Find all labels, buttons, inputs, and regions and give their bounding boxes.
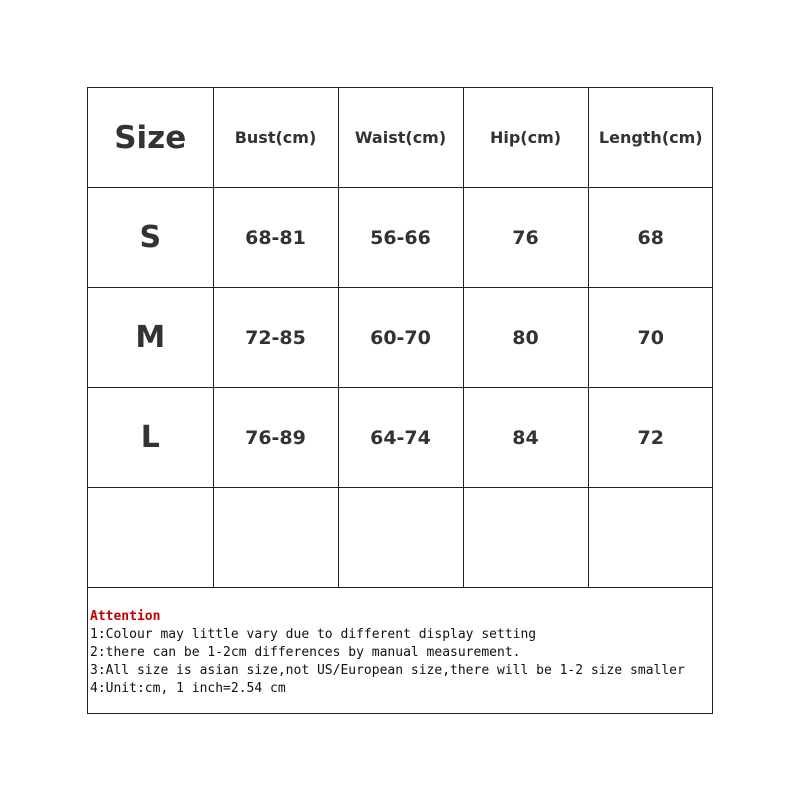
header-row — [88, 88, 713, 188]
bust-value: 68-81 — [213, 188, 338, 288]
note-line-1: 1:Colour may little vary due to different display setting — [90, 627, 537, 642]
length-value: 70 — [588, 288, 713, 388]
length-value: 68 — [588, 188, 713, 288]
size-label: M — [88, 288, 213, 388]
bust-value: 76-89 — [213, 388, 338, 488]
size-label: S — [88, 188, 213, 288]
empty-cell — [588, 488, 713, 588]
hip-value: 84 — [463, 388, 588, 488]
waist-value: 60-70 — [338, 288, 463, 388]
attention-heading: Attention — [90, 609, 161, 624]
table-row — [88, 288, 713, 388]
bust-value: 72-85 — [213, 288, 338, 388]
size-table — [88, 88, 713, 588]
empty-cell — [338, 488, 463, 588]
empty-row — [88, 488, 713, 588]
hip-value: 80 — [463, 288, 588, 388]
table-row — [88, 388, 713, 488]
waist-value: 56-66 — [338, 188, 463, 288]
note-line-3: 3:All size is asian size,not US/European size,there will be 1-2 size smaller — [90, 663, 685, 678]
column-header-bust: Bust(cm) — [213, 88, 338, 188]
size-heading: Size — [88, 88, 213, 188]
empty-cell — [88, 488, 213, 588]
waist-value: 64-74 — [338, 388, 463, 488]
column-header-length: Length(cm) — [588, 88, 713, 188]
empty-cell — [463, 488, 588, 588]
note-line-4: 4:Unit:cm, 1 inch=2.54 cm — [90, 681, 286, 696]
hip-value: 76 — [463, 188, 588, 288]
size-chart — [87, 87, 713, 714]
length-value: 72 — [588, 388, 713, 488]
note-line-2: 2:there can be 1-2cm differences by manual measurement. — [90, 645, 521, 660]
attention-notes — [88, 588, 712, 713]
empty-cell — [213, 488, 338, 588]
column-header-hip: Hip(cm) — [463, 88, 588, 188]
table-row — [88, 188, 713, 288]
size-label: L — [88, 388, 213, 488]
column-header-waist: Waist(cm) — [338, 88, 463, 188]
